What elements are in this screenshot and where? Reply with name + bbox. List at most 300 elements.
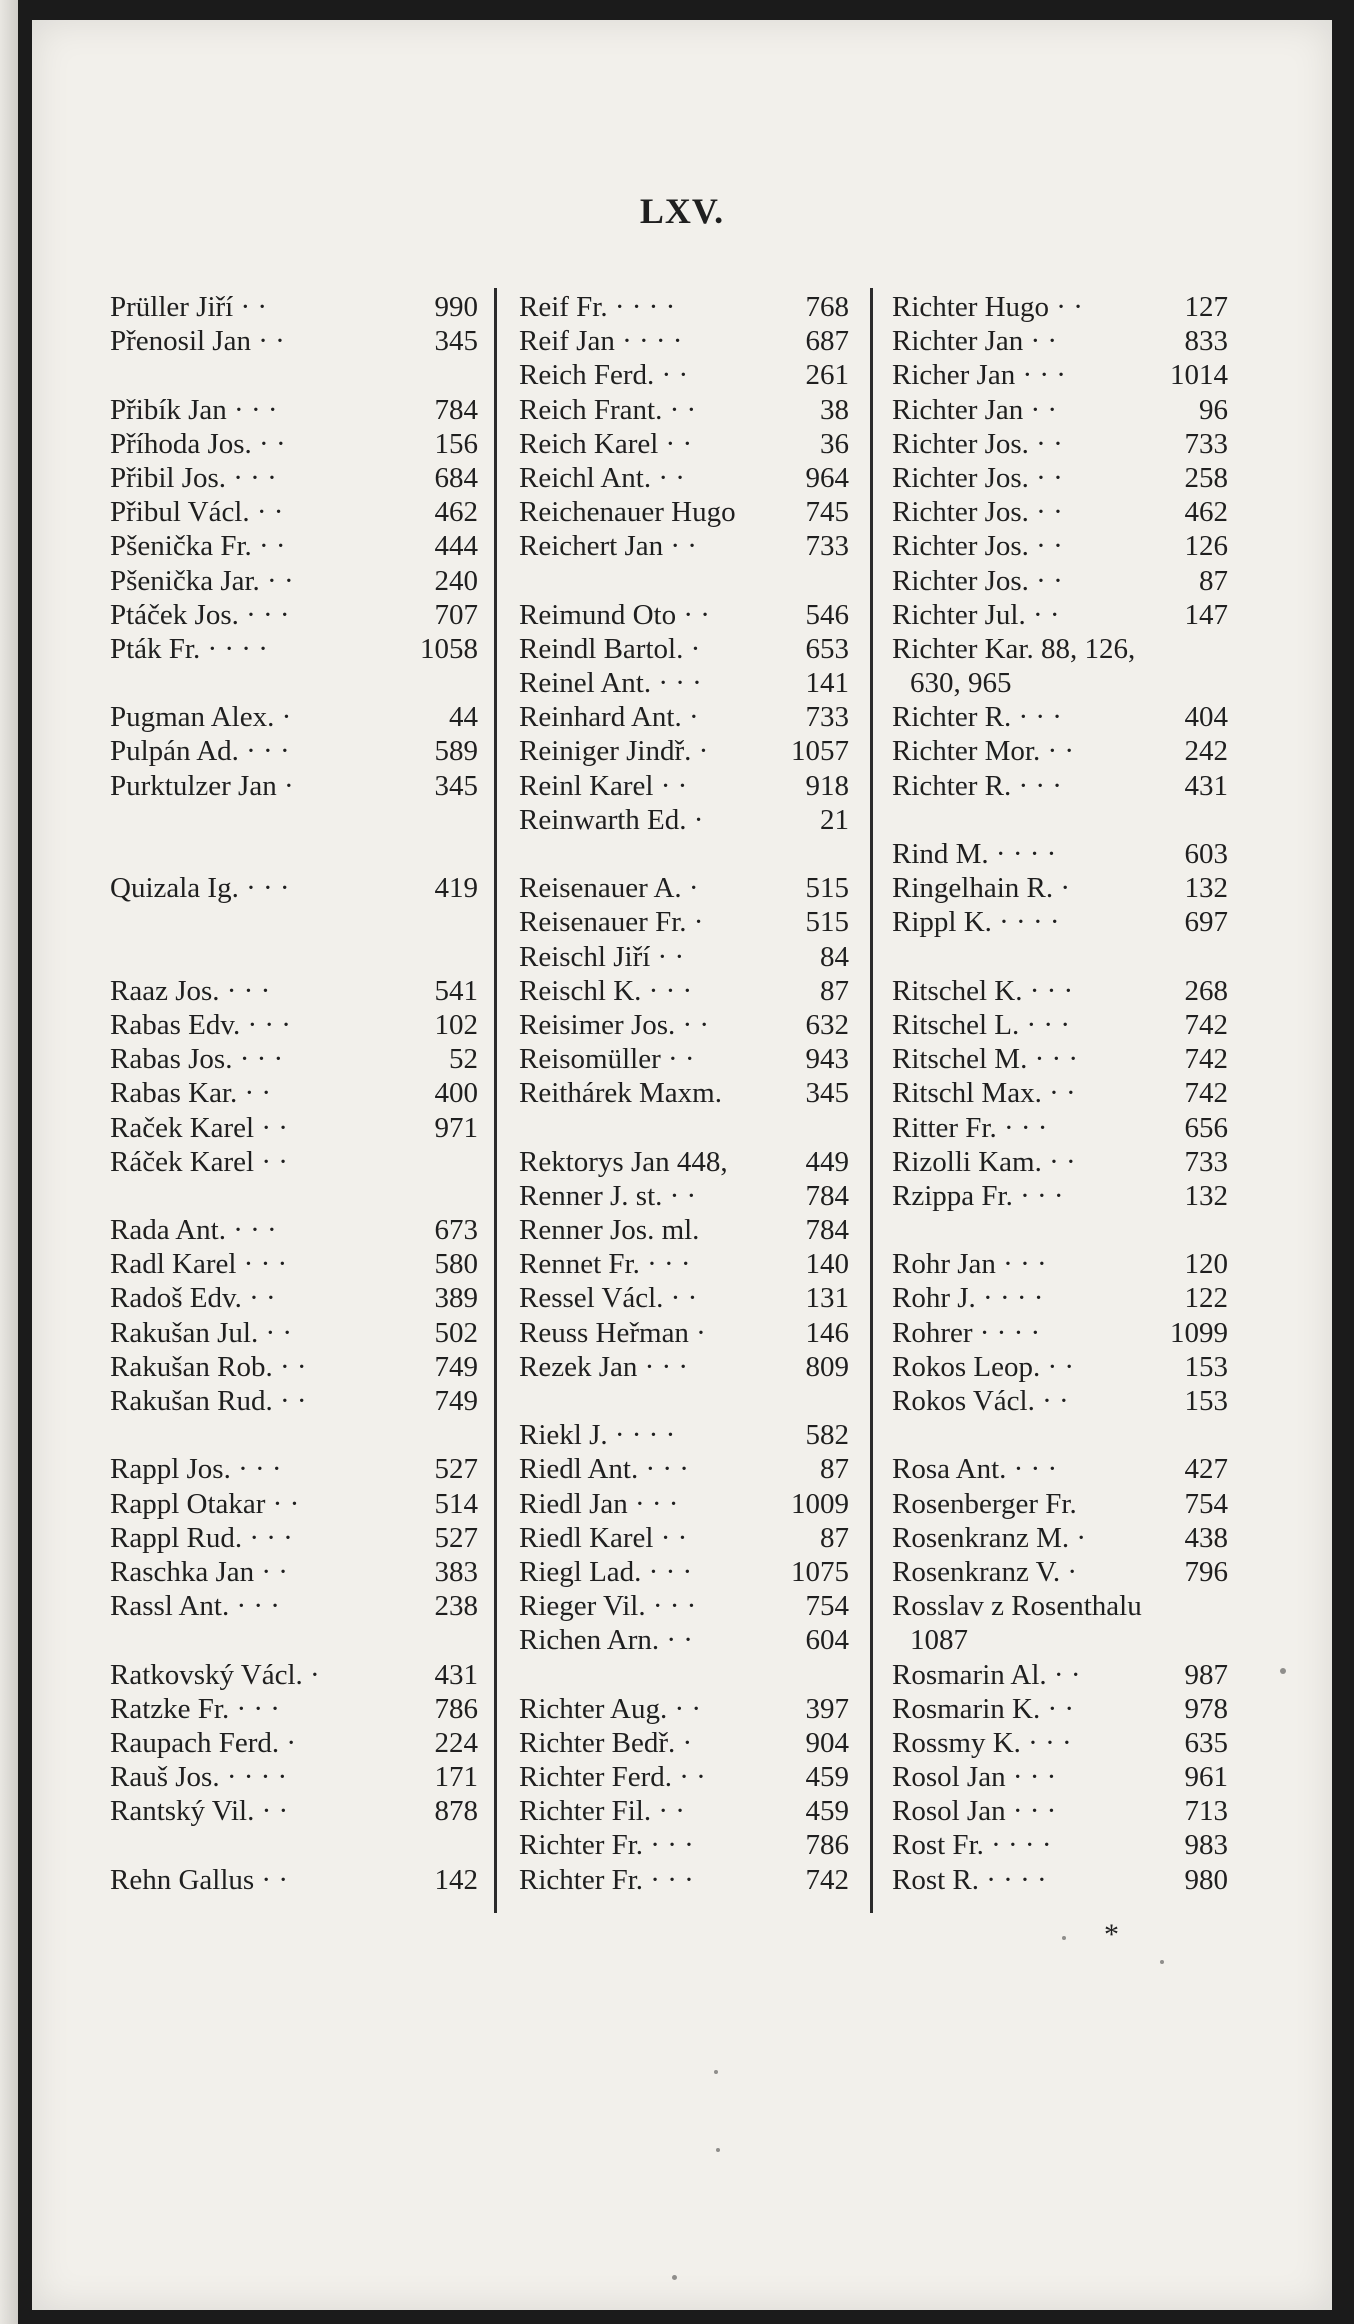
index-entry	[110, 1794, 478, 1828]
entry-name: Ratzke Fr. · · ·	[110, 1692, 280, 1725]
entry-name: Pšenička Jar. · ·	[110, 564, 294, 597]
index-entry	[892, 1179, 1228, 1213]
entry-name: Přibík Jan · · ·	[110, 393, 278, 426]
entry-page-number: 1099	[1170, 1316, 1228, 1349]
index-entry	[519, 427, 849, 461]
index-entry	[519, 905, 849, 939]
entry-page-number: 1014	[1170, 359, 1228, 392]
entry-name: Reichenauer Hugo	[519, 496, 736, 529]
index-entry	[519, 1589, 849, 1623]
index-entry	[892, 734, 1228, 768]
index-entry	[110, 1281, 478, 1315]
entry-name: Rohr Jan · · ·	[892, 1248, 1047, 1281]
entry-name: Rezek Jan · · ·	[519, 1350, 689, 1383]
index-entry	[892, 700, 1228, 734]
entry-name: Raupach Ferd. ·	[110, 1726, 297, 1759]
speck	[714, 2070, 718, 2074]
entry-name: Ritschl Max. · ·	[892, 1077, 1076, 1110]
index-entry	[519, 871, 849, 905]
entry-name: Přibul Václ. · ·	[110, 496, 284, 529]
entry-page-number: 132	[1184, 872, 1228, 905]
index-entry	[892, 769, 1228, 803]
index-entry	[892, 905, 1228, 939]
entry-name: Rabas Edv. · · ·	[110, 1008, 291, 1041]
index-entry	[519, 1213, 849, 1247]
index-entry	[519, 974, 849, 1008]
entry-page-number: 918	[805, 769, 849, 802]
entry-page-number: 784	[805, 1179, 849, 1212]
entry-page-number: 515	[805, 872, 849, 905]
entry-page-number: 242	[1184, 735, 1228, 768]
entry-name: Rzippa Fr. · · ·	[892, 1179, 1064, 1212]
footer-asterisk: *	[1104, 1918, 1119, 1951]
index-entry	[110, 1623, 478, 1657]
entry-page-number: 345	[434, 325, 478, 358]
entry-page-number: 345	[805, 1077, 849, 1110]
entry-name: Riedl Karel · ·	[519, 1521, 688, 1554]
entry-name: Rehn Gallus · ·	[110, 1863, 288, 1896]
entry-page-number: 964	[805, 461, 849, 494]
entry-name: Rokos Leop. · ·	[892, 1350, 1075, 1383]
entry-name: Ritter Fr. · · ·	[892, 1111, 1048, 1144]
entry-name: Rakušan Rud. · ·	[110, 1385, 307, 1417]
entry-page-number: 943	[805, 1043, 849, 1076]
entry-page-number: 502	[434, 1316, 478, 1349]
entry-name: 630, 965	[910, 667, 1012, 700]
index-entry	[110, 1726, 478, 1760]
entry-name: Richter Mor. · ·	[892, 735, 1075, 768]
entry-page-number: 603	[1184, 838, 1228, 870]
index-entry	[110, 1452, 478, 1486]
entry-page-number: 132	[1184, 1179, 1228, 1212]
index-entry	[110, 1589, 478, 1623]
index-entry	[110, 358, 478, 392]
entry-name: Rappl Jos. · · ·	[110, 1453, 282, 1486]
entry-page-number: 156	[434, 427, 478, 460]
entry-page-number: 983	[1184, 1829, 1228, 1862]
index-entry	[519, 1316, 849, 1350]
entry-name: 1087	[910, 1624, 968, 1657]
index-entry	[519, 324, 849, 358]
entry-name: Reisomüller · ·	[519, 1043, 695, 1076]
index-entry	[110, 564, 478, 598]
entry-page-number: 742	[805, 1863, 849, 1896]
entry-page-number: 449	[805, 1145, 849, 1178]
index-entry	[892, 598, 1228, 632]
entry-page-number: 102	[434, 1008, 478, 1041]
entry-page-number: 153	[1184, 1350, 1228, 1383]
index-entry	[110, 1658, 478, 1692]
entry-page-number: 84	[820, 940, 849, 973]
entry-page-number: 126	[1184, 530, 1228, 563]
entry-name: Rabas Kar. · ·	[110, 1077, 272, 1110]
entry-page-number: 961	[1184, 1761, 1228, 1794]
entry-page-number: 1009	[791, 1487, 849, 1520]
entry-page-number: 733	[1184, 427, 1228, 460]
entry-name: Reischl Jiří · ·	[519, 940, 685, 973]
entry-page-number: 904	[805, 1726, 849, 1759]
entry-page-number: 978	[1184, 1692, 1228, 1725]
index-entry	[892, 1487, 1228, 1521]
entry-name: Raaz Jos. · · ·	[110, 974, 271, 1007]
entry-page-number: 635	[1184, 1726, 1228, 1759]
index-entry	[519, 803, 849, 837]
entry-page-number: 786	[805, 1829, 849, 1862]
entry-page-number: 527	[434, 1521, 478, 1554]
index-entry	[110, 769, 478, 803]
entry-page-number: 459	[805, 1761, 849, 1794]
entry-name: Rakušan Rob. · ·	[110, 1350, 307, 1383]
page-number-heading: LXV.	[639, 191, 725, 231]
index-entry	[519, 1281, 849, 1315]
entry-name: Richter Jos. · ·	[892, 427, 1063, 460]
entry-page-number: 171	[434, 1761, 478, 1794]
entry-page-number: 240	[434, 564, 478, 597]
index-entry	[892, 974, 1228, 1008]
entry-name: Raček Karel · ·	[110, 1111, 288, 1144]
index-column-2	[519, 290, 849, 1897]
entry-name: Radl Karel · · ·	[110, 1248, 288, 1281]
entry-name: Reithárek Maxm.	[519, 1077, 722, 1110]
entry-name: Pšenička Fr. · ·	[110, 530, 286, 563]
entry-name: Richter Jos. · ·	[892, 496, 1063, 529]
index-entry	[892, 940, 1228, 974]
entry-page-number: 224	[434, 1726, 478, 1759]
entry-name: Příhoda Jos. · ·	[110, 427, 286, 460]
index-entry	[519, 940, 849, 974]
entry-name: Richter Bedř. ·	[519, 1726, 693, 1759]
index-entry	[519, 837, 849, 871]
index-entry	[519, 358, 849, 392]
index-entry	[519, 529, 849, 563]
index-entry	[892, 461, 1228, 495]
entry-name: Rauš Jos. · · · ·	[110, 1761, 288, 1794]
entry-name: Reindl Bartol. ·	[519, 632, 701, 665]
entry-page-number: 427	[1184, 1453, 1228, 1486]
entry-name: Rizolli Kam. · ·	[892, 1145, 1076, 1178]
column-divider-2	[870, 288, 873, 1913]
speck	[1062, 1936, 1066, 1940]
index-entry	[110, 905, 478, 939]
entry-page-number: 419	[434, 872, 478, 905]
entry-name: Richter Fr. · · ·	[519, 1829, 694, 1862]
index-entry	[519, 598, 849, 632]
entry-page-number: 684	[434, 461, 478, 494]
entry-name: Přibil Jos. · · ·	[110, 461, 277, 494]
entry-page-number: 131	[805, 1282, 849, 1315]
entry-name: Richter Hugo · ·	[892, 291, 1083, 323]
entry-page-number: 127	[1184, 291, 1228, 323]
entry-name: Raschka Jan · ·	[110, 1555, 288, 1588]
entry-page-number: 653	[805, 632, 849, 665]
entry-page-number: 462	[1184, 496, 1228, 529]
entry-name: Reichl Ant. · ·	[519, 461, 685, 494]
entry-name: Rassl Ant. · · ·	[110, 1590, 280, 1623]
entry-name: Rind M. · · · ·	[892, 838, 1057, 870]
index-entry	[519, 1111, 849, 1145]
entry-name: Richter Fil. · ·	[519, 1795, 685, 1828]
entry-page-number: 389	[434, 1282, 478, 1315]
index-entry	[519, 1658, 849, 1692]
entry-name: Riegl Lad. · · ·	[519, 1555, 693, 1588]
index-entry	[892, 803, 1228, 837]
index-entry	[892, 324, 1228, 358]
entry-page-number: 21	[820, 803, 849, 836]
index-entry	[519, 1692, 849, 1726]
adjacent-page-edge	[0, 0, 18, 2324]
index-entry	[892, 837, 1228, 871]
entry-name: Riedl Jan · · ·	[519, 1487, 679, 1520]
book-page	[32, 20, 1332, 2310]
entry-name: Rosenberger Fr.	[892, 1487, 1077, 1520]
entry-page-number: 38	[820, 393, 849, 426]
index-entry	[110, 666, 478, 700]
index-entry	[892, 1828, 1228, 1862]
entry-name: Reinhard Ant. ·	[519, 701, 699, 734]
index-entry	[519, 769, 849, 803]
index-entry	[110, 1384, 478, 1418]
entry-name: Reinl Karel · ·	[519, 769, 688, 802]
index-entry	[892, 290, 1228, 324]
entry-page-number: 990	[434, 291, 478, 323]
index-entry	[519, 632, 849, 666]
index-entry	[110, 700, 478, 734]
entry-name: Pugman Alex. ·	[110, 701, 292, 734]
entry-page-number: 742	[1184, 1077, 1228, 1110]
index-entry	[519, 1487, 849, 1521]
entry-name: Radoš Edv. · ·	[110, 1282, 276, 1315]
index-entry	[519, 1008, 849, 1042]
entry-name: Reisimer Jos. · ·	[519, 1008, 710, 1041]
index-entry	[892, 427, 1228, 461]
index-entry	[892, 1145, 1228, 1179]
entry-page-number: 431	[434, 1658, 478, 1691]
entry-page-number: 707	[434, 598, 478, 631]
entry-page-number: 1075	[791, 1555, 849, 1588]
entry-page-number: 142	[434, 1863, 478, 1896]
speck	[1160, 1960, 1164, 1964]
index-entry	[110, 871, 478, 905]
index-entry	[519, 700, 849, 734]
entry-page-number: 141	[805, 667, 849, 700]
index-entry	[110, 290, 478, 324]
index-entry	[519, 1863, 849, 1897]
entry-name: Ritschel M. · · ·	[892, 1043, 1079, 1076]
index-entry	[110, 495, 478, 529]
entry-name: Rosslav z Rosenthalu	[892, 1590, 1142, 1623]
entry-page-number: 687	[805, 325, 849, 358]
entry-name: Rossmy K. · · ·	[892, 1726, 1072, 1759]
entry-page-number: 527	[434, 1453, 478, 1486]
entry-page-number: 404	[1184, 701, 1228, 734]
entry-name: Prüller Jiří · ·	[110, 291, 268, 323]
entry-page-number: 44	[449, 701, 478, 734]
index-entry	[110, 1828, 478, 1862]
entry-name: Ratkovský Václ. ·	[110, 1658, 320, 1691]
entry-name: Richter Jan · ·	[892, 325, 1058, 358]
index-entry	[892, 1760, 1228, 1794]
entry-page-number: 713	[1184, 1795, 1228, 1828]
index-entry	[110, 461, 478, 495]
index-entry	[892, 1213, 1228, 1247]
entry-page-number: 733	[1184, 1145, 1228, 1178]
entry-name: Richter Jos. · ·	[892, 564, 1063, 597]
index-entry	[892, 632, 1228, 666]
entry-page-number: 397	[805, 1692, 849, 1725]
index-column-3	[892, 290, 1228, 1897]
entry-page-number: 120	[1184, 1248, 1228, 1281]
entry-page-number: 784	[434, 393, 478, 426]
entry-name: Rappl Otakar · ·	[110, 1487, 300, 1520]
entry-page-number: 1058	[420, 632, 478, 665]
entry-name: Rost Fr. · · · ·	[892, 1829, 1052, 1862]
index-entry	[892, 1247, 1228, 1281]
speck	[1280, 1668, 1286, 1674]
entry-name: Rakušan Jul. · ·	[110, 1316, 293, 1349]
entry-name: Rabas Jos. · · ·	[110, 1043, 284, 1076]
index-entry	[892, 871, 1228, 905]
entry-name: Reinwarth Ed. ·	[519, 803, 704, 836]
entry-name: Rosmarin Al. · ·	[892, 1658, 1081, 1691]
entry-page-number: 589	[434, 735, 478, 768]
index-entry	[110, 1076, 478, 1110]
entry-name: Reich Karel · ·	[519, 427, 693, 460]
entry-page-number: 268	[1184, 974, 1228, 1007]
index-entry	[110, 1863, 478, 1897]
entry-name: Richter Jos. · ·	[892, 530, 1063, 563]
entry-page-number: 796	[1184, 1555, 1228, 1588]
entry-page-number: 52	[449, 1043, 478, 1076]
entry-page-number: 754	[1184, 1487, 1228, 1520]
index-entry	[892, 1316, 1228, 1350]
entry-page-number: 784	[805, 1214, 849, 1247]
index-entry	[892, 358, 1228, 392]
entry-page-number: 733	[805, 701, 849, 734]
speck	[672, 2275, 677, 2280]
index-entry	[892, 666, 1228, 700]
entry-name: Rohrer · · · ·	[892, 1316, 1041, 1349]
entry-page-number: 438	[1184, 1521, 1228, 1554]
entry-name: Reichert Jan · ·	[519, 530, 697, 563]
entry-name: Rosmarin K. · ·	[892, 1692, 1075, 1725]
index-entry	[519, 734, 849, 768]
entry-page-number: 514	[434, 1487, 478, 1520]
entry-page-number: 749	[434, 1350, 478, 1383]
index-entry	[892, 1863, 1228, 1897]
index-entry	[110, 1213, 478, 1247]
entry-page-number: 546	[805, 598, 849, 631]
index-entry	[110, 529, 478, 563]
entry-name: Richter R. · · ·	[892, 701, 1062, 734]
entry-page-number: 878	[434, 1795, 478, 1828]
index-entry	[519, 666, 849, 700]
speck	[716, 2148, 720, 2152]
index-entry	[892, 1692, 1228, 1726]
index-entry	[519, 290, 849, 324]
index-entry	[892, 1418, 1228, 1452]
entry-name: Rektorys Jan 448,	[519, 1145, 728, 1178]
index-entry	[892, 529, 1228, 563]
index-entry	[519, 1828, 849, 1862]
entry-name: Purktulzer Jan ·	[110, 769, 294, 802]
entry-name: Richter Fr. · · ·	[519, 1863, 694, 1896]
index-entry	[519, 393, 849, 427]
entry-page-number: 980	[1184, 1863, 1228, 1896]
entry-page-number: 833	[1184, 325, 1228, 358]
entry-name: Pulpán Ad. · · ·	[110, 735, 290, 768]
entry-name: Riedl Ant. · · ·	[519, 1453, 689, 1486]
index-entry	[110, 632, 478, 666]
entry-page-number: 742	[1184, 1043, 1228, 1076]
index-entry	[892, 1281, 1228, 1315]
index-entry	[110, 1521, 478, 1555]
index-entry	[519, 1555, 849, 1589]
index-entry	[519, 1384, 849, 1418]
entry-name: Richter R. · · ·	[892, 769, 1062, 802]
index-entry	[519, 461, 849, 495]
entry-name: Richter Ferd. · ·	[519, 1761, 706, 1794]
index-entry	[519, 1076, 849, 1110]
index-entry	[110, 940, 478, 974]
entry-name: Ráček Karel · ·	[110, 1145, 288, 1178]
index-entry	[892, 1076, 1228, 1110]
index-entry	[892, 495, 1228, 529]
entry-name: Renner J. st. · ·	[519, 1179, 697, 1212]
index-entry	[110, 324, 478, 358]
entry-name: Ptáček Jos. · · ·	[110, 598, 290, 631]
entry-name: Reif Jan · · · ·	[519, 325, 683, 358]
entry-name: Rappl Rud. · · ·	[110, 1521, 293, 1554]
entry-name: Reif Fr. · · · ·	[519, 291, 676, 323]
index-entry	[519, 1350, 849, 1384]
entry-name: Reuss Heřman ·	[519, 1316, 706, 1349]
entry-name: Rada Ant. · · ·	[110, 1214, 277, 1247]
entry-name: Renner Jos. ml.	[519, 1214, 700, 1247]
index-entry	[110, 1555, 478, 1589]
index-entry	[519, 564, 849, 598]
index-entry	[892, 1623, 1228, 1657]
entry-page-number: 580	[434, 1248, 478, 1281]
entry-name: Rosa Ant. · · ·	[892, 1453, 1058, 1486]
entry-name: Rosenkranz V. ·	[892, 1555, 1077, 1588]
entry-name: Přenosil Jan · ·	[110, 325, 285, 358]
index-entry	[892, 564, 1228, 598]
index-entry	[519, 1794, 849, 1828]
entry-page-number: 1057	[791, 735, 849, 768]
index-entry	[519, 1042, 849, 1076]
index-entry	[892, 1726, 1228, 1760]
entry-name: Richen Arn. · ·	[519, 1624, 693, 1657]
entry-name: Reich Frant. · ·	[519, 393, 697, 426]
index-entry	[892, 1452, 1228, 1486]
index-entry	[519, 1521, 849, 1555]
index-entry	[519, 1247, 849, 1281]
index-entry	[110, 1692, 478, 1726]
index-entry	[892, 1042, 1228, 1076]
entry-page-number: 754	[805, 1590, 849, 1623]
index-entry	[519, 1179, 849, 1213]
entry-page-number: 383	[434, 1555, 478, 1588]
entry-page-number: 122	[1184, 1282, 1228, 1315]
entry-page-number: 604	[805, 1624, 849, 1657]
entry-page-number: 444	[434, 530, 478, 563]
index-entry	[110, 1008, 478, 1042]
entry-name: Richter Jul. · ·	[892, 598, 1060, 631]
entry-name: Rosenkranz M. ·	[892, 1521, 1087, 1554]
index-entry	[519, 1623, 849, 1657]
entry-name: Rippl K. · · · ·	[892, 906, 1060, 939]
entry-page-number: 971	[434, 1111, 478, 1144]
